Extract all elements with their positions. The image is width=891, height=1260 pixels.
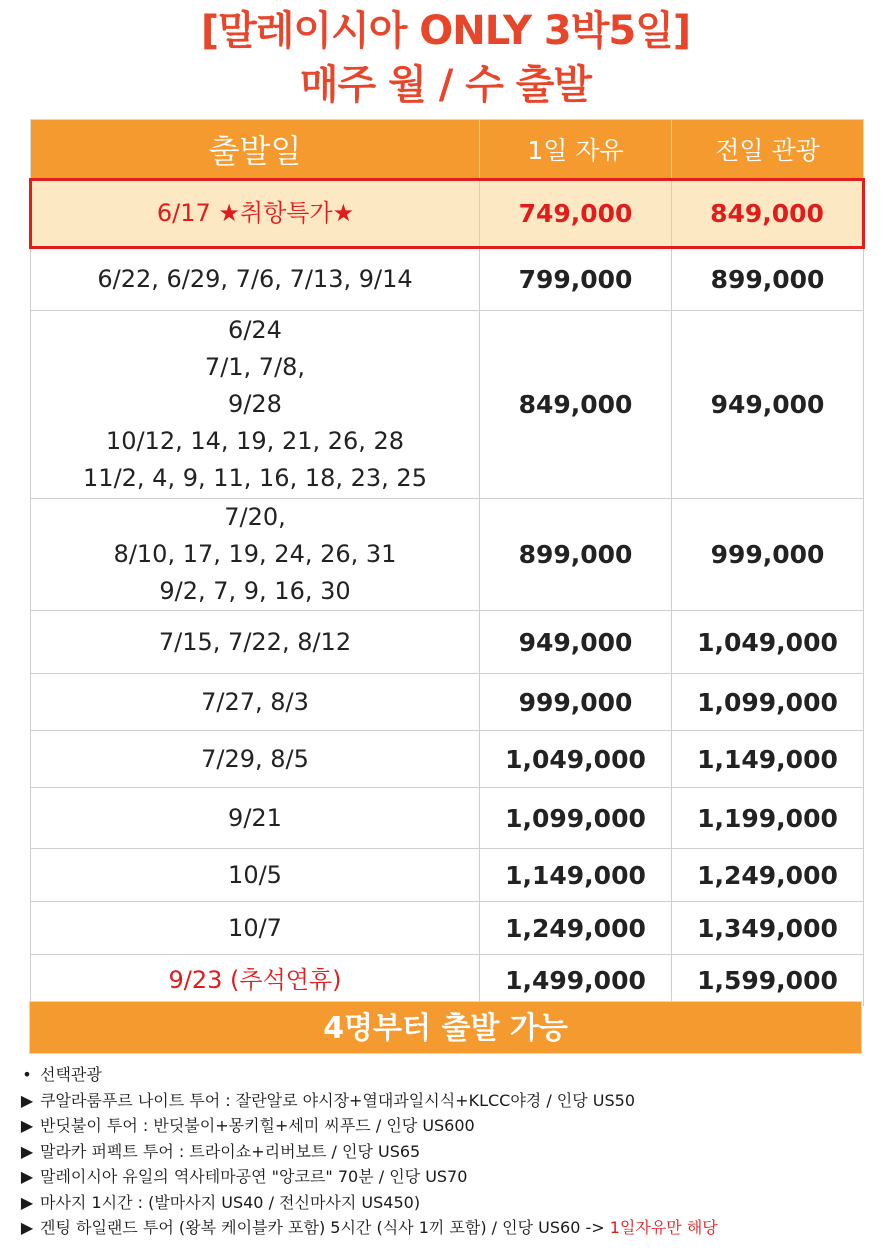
departure-date-line: 9/21 <box>228 803 282 832</box>
optional-tour-text: 반딧불이 투어 : 반딧불이+몽키힐+세미 씨푸드 / 인당 US600 <box>40 1116 475 1135</box>
price-full-day-tour: 949,000 <box>672 311 864 499</box>
triangle-bullet-icon: ▶ <box>20 1141 34 1161</box>
table-row <box>31 788 864 849</box>
table-row <box>31 731 864 788</box>
departure-date-line: 7/29, 8/5 <box>201 744 309 773</box>
optional-tour-text: 쿠알라룸푸르 나이트 투어 : 잘란알로 야시장+열대과일시식+KLCC야경 / 인당 US50 <box>40 1090 636 1110</box>
price-one-day-free: 1,149,000 <box>480 849 672 902</box>
departure-dates-cell <box>31 180 480 248</box>
optional-tour-item <box>14 1113 884 1139</box>
departure-date-line: 10/5 <box>228 860 282 889</box>
header-full-day-tour: 전일 관광 <box>672 120 864 180</box>
departure-dates-cell <box>31 902 480 955</box>
optional-tour-text: 마사지 1시간 : (발마사지 US40 / 전신마사지 US450) <box>40 1192 421 1212</box>
price-one-day-free: 899,000 <box>480 499 672 611</box>
triangle-bullet-icon: ▶ <box>20 1090 34 1110</box>
price-one-day-free: 1,249,000 <box>480 902 672 955</box>
price-full-day-tour: 1,099,000 <box>672 674 864 731</box>
table-row <box>31 499 864 611</box>
special-price-row <box>31 180 864 248</box>
optional-tour-item <box>14 1164 884 1190</box>
price-one-day-free: 749,000 <box>480 180 672 248</box>
departure-date-line: 6/22, 6/29, 7/6, 7/13, 9/14 <box>97 265 413 293</box>
departure-dates-cell <box>31 311 480 499</box>
optional-tours <box>14 1062 884 1241</box>
optional-tour-item <box>14 1215 884 1241</box>
page-subtitle: 매주 월 / 수 출발 <box>299 62 592 108</box>
table-row <box>31 955 864 1006</box>
departure-date-line: 7/20, <box>224 503 286 531</box>
departure-date-line: 7/1, 7/8, <box>204 353 306 381</box>
departure-date-line: 11/2, 4, 9, 11, 16, 18, 23, 25 <box>83 464 427 492</box>
departure-dates-cell <box>31 788 480 849</box>
price-full-day-tour: 1,599,000 <box>672 955 864 1006</box>
table-row <box>31 311 864 499</box>
optional-tour-item <box>14 1190 884 1216</box>
price-one-day-free: 1,499,000 <box>480 955 672 1006</box>
table-row <box>31 674 864 731</box>
table-row <box>31 248 864 311</box>
table-row <box>31 849 864 902</box>
min-people-banner: 4명부터 출발 가능 <box>29 1001 862 1054</box>
optional-tour-text: 말라카 퍼펙트 투어 : 트라이쇼+리버보트 / 인당 US65 <box>40 1141 421 1161</box>
departure-date-line: 8/10, 17, 19, 24, 26, 31 <box>113 540 397 568</box>
notes-heading-row <box>14 1062 884 1088</box>
price-full-day-tour: 849,000 <box>672 180 864 248</box>
departure-date-line: 9/2, 7, 9, 16, 30 <box>159 577 351 605</box>
optional-tour-item <box>14 1088 884 1114</box>
departure-dates-cell <box>31 955 480 1006</box>
departure-date-line: 7/27, 8/3 <box>201 687 309 716</box>
departure-date-line: 6/24 <box>228 316 282 344</box>
price-one-day-free: 949,000 <box>480 611 672 674</box>
price-one-day-free: 999,000 <box>480 674 672 731</box>
departure-dates-cell <box>31 731 480 788</box>
table-row <box>31 611 864 674</box>
departure-date-line: 6/17 ★취항특가★ <box>156 199 355 227</box>
departure-date-line: 10/12, 14, 19, 21, 26, 28 <box>105 427 405 455</box>
price-one-day-free: 799,000 <box>480 248 672 311</box>
price-one-day-free: 1,049,000 <box>480 731 672 788</box>
optional-tour-text: 겐팅 하일랜드 투어 (왕복 케이블카 포함) 5시간 (식사 1끼 포함) / 인당 US60 -> <box>40 1218 610 1237</box>
price-one-day-free: 1,099,000 <box>480 788 672 849</box>
table-row <box>31 902 864 955</box>
price-full-day-tour: 999,000 <box>672 499 864 611</box>
triangle-bullet-icon: ▶ <box>20 1218 34 1237</box>
departure-date-line: 7/15, 7/22, 8/12 <box>158 627 352 656</box>
table-header-row <box>31 120 864 180</box>
optional-tour-text: 말레이시아 유일의 역사테마공연 "앙코르" 70분 / 인당 US70 <box>40 1167 468 1186</box>
price-full-day-tour: 1,249,000 <box>672 849 864 902</box>
price-full-day-tour: 1,049,000 <box>672 611 864 674</box>
price-full-day-tour: 899,000 <box>672 248 864 311</box>
departure-dates-cell <box>31 849 480 902</box>
header-departure-date: 출발일 <box>31 120 480 180</box>
price-full-day-tour: 1,199,000 <box>672 788 864 849</box>
header-one-day-free: 1일 자유 <box>480 120 672 180</box>
page-title: [말레이시아 ONLY 3박5일] <box>200 8 691 54</box>
departure-date-line: 9/23 (추석연휴) <box>168 965 342 994</box>
departure-dates-cell <box>31 499 480 611</box>
optional-tour-note: 1일자유만 해당 <box>609 1218 718 1237</box>
triangle-bullet-icon: ▶ <box>20 1167 34 1186</box>
triangle-bullet-icon: ▶ <box>20 1192 34 1212</box>
departure-date-line: 9/28 <box>228 390 282 418</box>
triangle-bullet-icon: ▶ <box>20 1116 34 1135</box>
price-full-day-tour: 1,349,000 <box>672 902 864 955</box>
optional-tour-item <box>14 1139 884 1165</box>
departure-dates-cell <box>31 611 480 674</box>
price-full-day-tour: 1,149,000 <box>672 731 864 788</box>
price-one-day-free: 849,000 <box>480 311 672 499</box>
bullet-dot-icon: • <box>22 1065 32 1084</box>
departure-dates-cell <box>31 674 480 731</box>
price-table <box>29 119 865 1006</box>
departure-date-line: 10/7 <box>228 913 282 942</box>
departure-dates-cell <box>31 248 480 311</box>
notes-heading: 선택관광 <box>40 1065 102 1084</box>
